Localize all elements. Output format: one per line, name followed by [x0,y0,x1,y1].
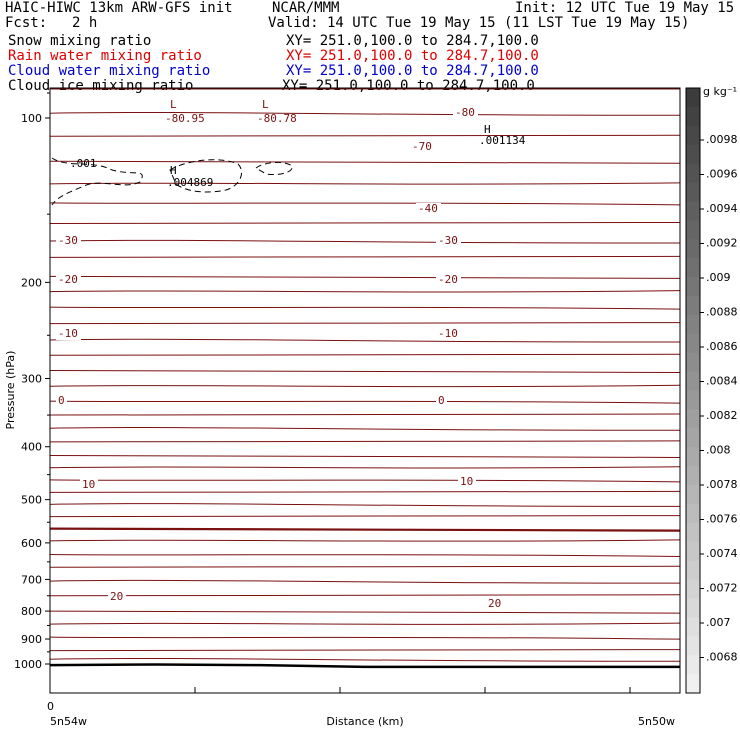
field-xy-rain: XY= 251.0,100.0 to 284.7,100.0 [286,48,539,64]
x-axis-title: Distance (km) [326,715,404,728]
colorbar-swatch [686,598,700,617]
extremum-value: .001134 [479,134,526,147]
isotherm-label: -10 [58,327,78,340]
extremum-value: -80.95 [165,112,205,125]
isotherm-line [50,203,680,205]
isotherm-line [50,307,680,309]
isotherm-line [50,566,680,567]
colorbar-label: .0094 [706,202,738,215]
isotherm-line [50,441,680,442]
colorbar-swatch [686,447,700,466]
colorbar-swatch [686,107,700,126]
isotherm-line [50,323,680,324]
colorbar-label: .0068 [706,650,738,664]
colorbar-label: .0098 [706,133,738,146]
y-tick-label: 400 [21,440,42,454]
isotherm-label: -30 [58,234,78,247]
field-label-cloud-water: Cloud water mixing ratio [8,63,211,79]
colorbar-swatch [686,201,700,220]
isotherm-line [50,659,680,662]
isotherm-line [50,428,680,431]
colorbar-label: .0074 [706,547,738,560]
colorbar-label: .0096 [706,167,738,181]
colorbar-swatch [686,258,700,277]
isotherm-line [50,528,680,530]
colorbar-swatch [686,504,700,523]
isotherm-line [50,240,680,243]
isotherm-line [50,354,680,355]
y-tick-label: 500 [21,493,42,507]
y-tick-label: 1000 [14,658,42,671]
isotherm-line [50,623,680,624]
extremum-value: -80.78 [257,112,297,125]
isotherm-line [50,161,680,163]
colorbar-label: .0086 [706,340,738,353]
isotherm-label: -70 [412,140,432,153]
isotherm-line [50,276,680,278]
y-axis-title: Pressure (hPa) [4,350,17,430]
colorbar-swatch [686,485,700,504]
colorbar-label: .008 [706,443,731,457]
isotherm-line [50,370,680,372]
colorbar-swatch [686,353,700,372]
colorbar-swatch [686,277,700,296]
extremum-symbol: H [484,123,491,136]
colorbar-label: .009 [706,271,731,284]
y-tick-label: 200 [21,276,42,290]
isotherm-line [50,595,680,596]
isotherm-labels [56,106,504,610]
colorbar-swatch [686,164,700,183]
colorbar-label: .0082 [706,409,738,422]
colorbar-swatch [686,296,700,315]
field-label-rain: Rain water mixing ratio [8,48,202,64]
colorbar-swatch [686,126,700,145]
y-tick-label: 700 [21,573,42,587]
colorbar-swatch [686,334,700,353]
distance-axis [50,687,630,693]
isotherm-label: 0 [438,394,445,407]
colorbar-swatch [686,466,700,485]
isotherm-line [50,339,680,342]
isotherm-line [50,580,680,583]
x-tick-zero: 0 [47,700,54,713]
isotherm-line [50,401,680,403]
isotherm-line [50,554,680,556]
extremum-symbol: L [262,98,269,111]
colorbar-swatch [686,580,700,599]
init-time: Init: 12 UTC Tue 19 May 15 [515,0,735,16]
isotherm-label: -40 [418,202,438,215]
isotherm-line [50,637,680,639]
isotherm-line [50,611,680,613]
isotherm-label: 10 [82,478,96,491]
isotherm-label: -80 [455,106,475,119]
colorbar-swatch [686,561,700,580]
colorbar-label: .0076 [706,512,738,526]
field-xy-snow: XY= 251.0,100.0 to 284.7,100.0 [286,33,539,49]
colorbar-label: .0084 [706,374,738,388]
colorbar-swatch [686,183,700,202]
extremum-value: .004869 [167,176,214,189]
plot-frame [50,88,680,693]
isotherm-line [50,256,680,257]
isotherm-line [50,291,680,292]
colorbar-swatch [686,674,700,693]
ground-surface-line [50,664,680,666]
field-label-cloud-ice: Cloud ice mixing ratio [8,78,194,94]
isotherm-line [50,491,680,492]
isotherm-line [50,467,680,468]
isotherm-line [50,113,680,116]
isotherm-line [50,414,680,415]
cloud-dashed-contour [52,158,142,205]
colorbar-label: .007 [706,616,731,629]
isotherm-line [50,504,680,507]
extremum-symbol: L [170,98,177,111]
isotherm-label: -10 [438,327,458,340]
isotherm-line [50,385,680,386]
isotherm-label: 20 [488,597,502,610]
field-xy-cloud-water: XY= 251.0,100.0 to 284.7,100.0 [286,63,539,79]
isotherm-line [50,135,680,136]
colorbar-swatch [686,636,700,655]
colorbar-swatch [686,391,700,410]
isotherm-label: 0 [58,394,65,407]
isotherm-label: 10 [460,475,474,488]
y-tick-label: 600 [21,536,42,550]
y-tick-label: 800 [21,605,42,619]
isotherm-label: -20 [58,273,78,286]
colorbar-label: .0078 [706,478,738,491]
y-tick-label: 100 [21,112,42,125]
colorbar-label: .0072 [706,581,738,595]
x-endpoint-right: 5n50w [638,715,675,728]
colorbar-swatch [686,88,700,107]
pressure-axis [14,93,50,671]
colorbar-swatch [686,409,700,428]
model-title: HAIC-HIWC 13km ARW-GFS init [5,0,233,16]
colorbar-label: .0088 [706,305,738,319]
isotherm-line [50,222,680,223]
isotherm-line [50,183,680,184]
isotherm-label: 20 [110,590,124,603]
isotherm-line [50,480,680,482]
extremum-symbol: H [170,164,177,177]
cloud-dashed-contour [256,162,292,174]
colorbar-swatch [686,428,700,447]
field-label-snow: Snow mixing ratio [8,33,152,49]
isotherm-line [50,516,680,517]
colorbar-swatch [686,220,700,239]
colorbar-unit: g kg⁻¹ [703,85,738,98]
y-tick-label: 900 [21,633,42,647]
forecast-label: Fcst: [5,15,48,31]
field-xy-cloud-ice: XY= 251.0,100.0 to 284.7,100.0 [282,78,535,94]
colorbar-swatch [686,523,700,542]
cloud-contour-label: .001 [70,157,97,170]
colorbar-swatch [686,239,700,258]
colorbar-swatch [686,655,700,674]
colorbar-swatch [686,372,700,391]
isotherm-line [50,650,680,651]
colorbar-swatch [686,542,700,561]
isotherm-line [50,455,680,457]
colorbar-swatch [686,145,700,164]
y-tick-label: 300 [21,372,42,386]
forecast-hours: 2 h [72,15,98,31]
colorbar-label: .0092 [706,236,738,250]
isotherm-line [50,540,680,541]
isotherm-label: -20 [438,273,458,286]
valid-time: Valid: 14 UTC Tue 19 May 15 (11 LST Tue 19 May 15) [268,15,690,31]
colorbar [686,88,738,694]
colorbar-swatch [686,315,700,334]
colorbar-swatch [686,617,700,636]
x-endpoint-left: 5n54w [50,715,87,728]
org-label: NCAR/MMM [272,0,340,16]
isotherm-label: -30 [438,234,458,247]
temperature-isotherms [50,89,680,661]
